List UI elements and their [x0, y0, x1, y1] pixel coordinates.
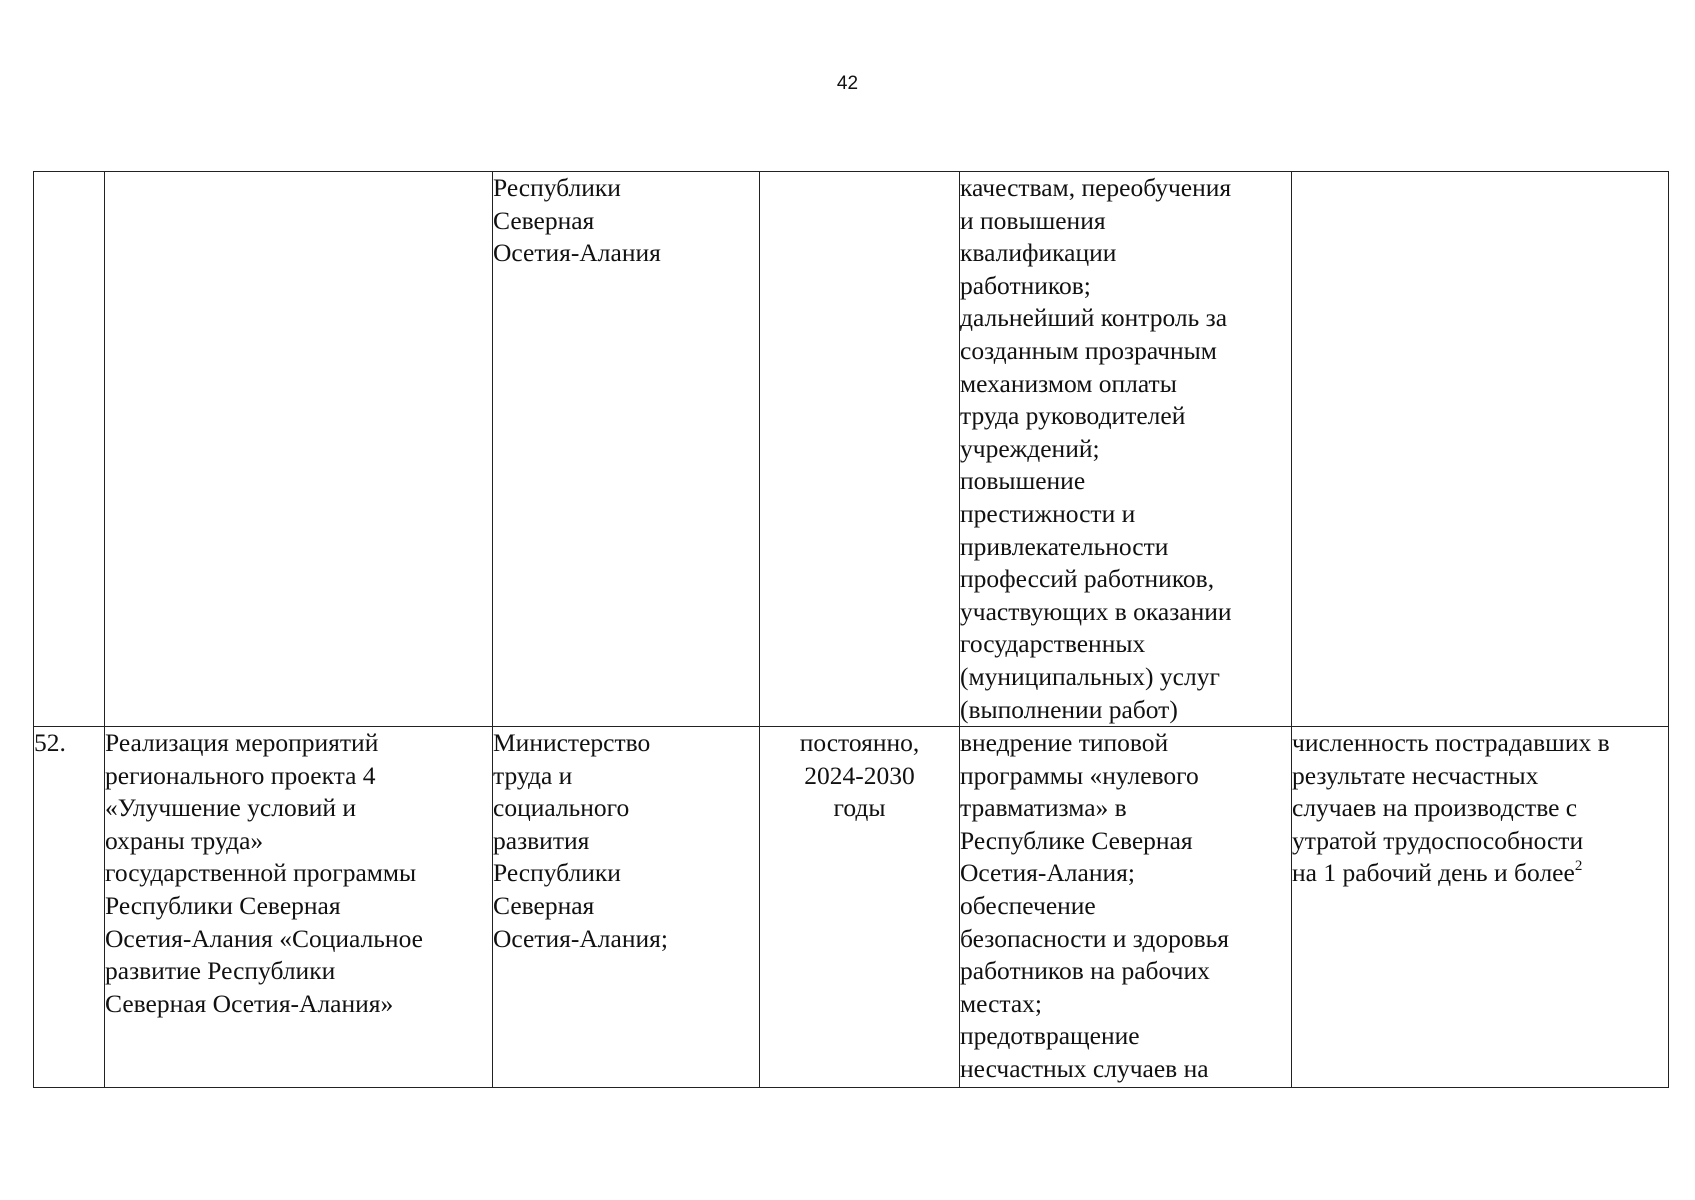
cell-event: [105, 172, 493, 727]
indicator-text: численность пострадавших в результате несчастных случаев на производстве с утратой трудоспособности на 1 рабочий день и более: [1292, 728, 1610, 888]
cell-number: [34, 172, 105, 727]
cell-indicator: [1292, 727, 1669, 1088]
cell-responsible: Республики Северная Осетия-Алания: [493, 172, 760, 727]
cell-result: внедрение типовой программы «нулевого травматизма» в Республике Северная Осетия-Алания; обеспечение безопасности и здоровья работников на рабочих местах; предотвращение несчастных случаев на: [960, 727, 1292, 1088]
cell-term: постоянно, 2024-2030 годы: [760, 727, 960, 1088]
cell-responsible: Министерство труда и социального развития Республики Северная Осетия-Алания;: [493, 727, 760, 1088]
cell-term: [760, 172, 960, 727]
page-number: 42: [836, 73, 859, 94]
table-row: [34, 172, 1669, 727]
cell-result: качествам, переобучения и повышения квалификации работников; дальнейший контроль за созданным прозрачным механизмом оплаты труда руководителей учреждений; повышение престижности и привлекательности профессий работников, участвующих в оказании государственных (муниципальных) услуг (выполнении работ): [960, 172, 1292, 727]
cell-indicator: [1292, 172, 1669, 727]
cell-number: 52.: [34, 727, 105, 1088]
table-row: [34, 727, 1669, 1088]
measures-table: [33, 171, 1669, 1088]
cell-event: Реализация мероприятий регионального проекта 4 «Улучшение условий и охраны труда» государственной программы Республики Северная Осетия-Алания «Социальное развитие Республики Северная Осетия-Алания»: [105, 727, 493, 1088]
footnote-marker: 2: [1574, 858, 1583, 875]
